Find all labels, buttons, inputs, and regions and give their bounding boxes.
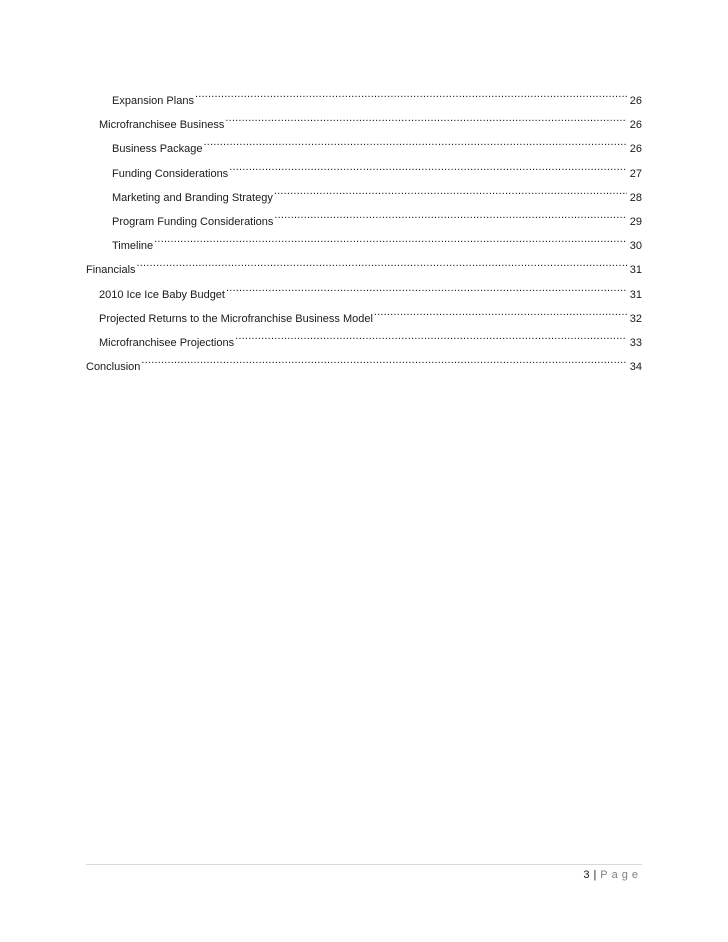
- toc-entry-page: 26: [629, 95, 642, 107]
- table-of-contents: [86, 84, 642, 374]
- toc-dot-leader: [141, 350, 627, 370]
- toc-entry-page: 29: [629, 215, 642, 228]
- toc-dot-leader: [225, 108, 627, 128]
- toc-dot-leader: [137, 253, 627, 273]
- toc-entry-title: Microfranchisee Projections: [99, 336, 235, 349]
- toc-entry-title: Financials: [86, 264, 136, 277]
- toc-dot-leader: [374, 302, 627, 322]
- toc-entry-title: Expansion Plans: [112, 95, 194, 107]
- toc-dot-leader: [274, 205, 627, 225]
- toc-dot-leader: [195, 84, 627, 104]
- toc-entry-title: Conclusion: [86, 361, 141, 374]
- toc-entry-timeline[interactable]: [86, 229, 642, 253]
- footer-divider: [86, 864, 642, 865]
- toc-entry-marketing-branding[interactable]: [86, 181, 642, 205]
- toc-entry-title: Marketing and Branding Strategy: [112, 191, 273, 204]
- toc-entry-page: 26: [629, 143, 642, 156]
- toc-dot-leader: [235, 326, 627, 346]
- toc-entry-title: 2010 Ice Ice Baby Budget: [99, 288, 225, 301]
- toc-entry-page: 30: [629, 240, 642, 253]
- toc-entry-page: 28: [629, 191, 642, 204]
- footer-page-number: 3: [583, 869, 590, 881]
- toc-entry-page: 27: [629, 167, 642, 180]
- footer-page-label: Page: [600, 869, 642, 881]
- toc-entry-budget[interactable]: [86, 278, 642, 302]
- toc-entry-page: 32: [629, 312, 642, 325]
- toc-entry-title: Timeline: [112, 240, 154, 253]
- toc-entry-projected-returns[interactable]: [86, 302, 642, 326]
- toc-dot-leader: [226, 278, 627, 298]
- toc-entry-page: 33: [629, 336, 642, 349]
- toc-entry-funding-considerations[interactable]: [86, 157, 642, 181]
- toc-entry-microfranchisee-projections[interactable]: [86, 326, 642, 350]
- footer-separator: |: [593, 869, 597, 881]
- toc-entry-title: Microfranchisee Business: [99, 119, 225, 132]
- toc-dot-leader: [154, 229, 627, 249]
- toc-entry-title: Funding Considerations: [112, 167, 229, 180]
- page-footer: [583, 868, 642, 882]
- toc-entry-title: Projected Returns to the Microfranchise Business Model: [99, 312, 373, 325]
- toc-entry-conclusion[interactable]: [86, 350, 642, 374]
- toc-entry-page: 34: [629, 361, 642, 374]
- toc-entry-business-package[interactable]: [86, 132, 642, 156]
- toc-dot-leader: [229, 157, 627, 177]
- toc-entry-title: Program Funding Considerations: [112, 215, 274, 228]
- toc-entry-page: 31: [629, 264, 642, 277]
- toc-entry-program-funding[interactable]: [86, 205, 642, 229]
- toc-dot-leader: [204, 132, 628, 152]
- toc-entry-microfranchisee-business[interactable]: [86, 108, 642, 132]
- toc-entry-page: 31: [629, 288, 642, 301]
- toc-dot-leader: [274, 181, 627, 201]
- toc-entry-financials[interactable]: [86, 253, 642, 277]
- toc-entry-expansion-plans[interactable]: [86, 84, 642, 108]
- toc-entry-title: Business Package: [112, 143, 203, 156]
- toc-entry-page: 26: [629, 119, 642, 132]
